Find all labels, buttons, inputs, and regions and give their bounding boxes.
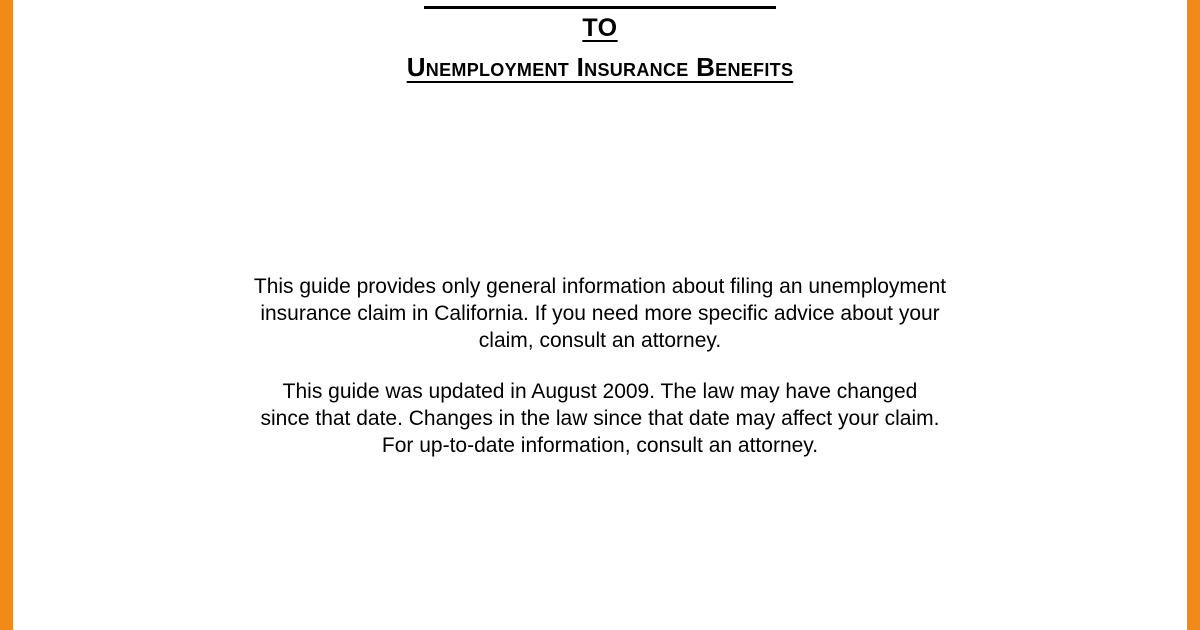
paragraph-line: For up-to-date information, consult an attorney. (381, 434, 819, 457)
page-title-text: Unemployment Insurance Benefits (406, 52, 794, 82)
disclaimer-paragraph-general (0, 273, 1200, 354)
disclaimer-paragraph-updated (0, 378, 1200, 459)
paragraph-line: This guide provides only general information about filing an unemployment (253, 275, 947, 298)
title-to-text: TO (582, 14, 618, 42)
cut-off-title-underline (424, 6, 776, 9)
paragraph-line: since that date. Changes in the law since that date may affect your claim. (260, 407, 940, 430)
page-title (0, 52, 1200, 83)
paragraph-line: insurance claim in California. If you need more specific advice about your (260, 302, 940, 325)
paragraph-line: claim, consult an attorney. (478, 329, 722, 352)
paragraph-line: This guide was updated in August 2009. The law may have changed (282, 380, 918, 403)
title-to (0, 14, 1200, 43)
